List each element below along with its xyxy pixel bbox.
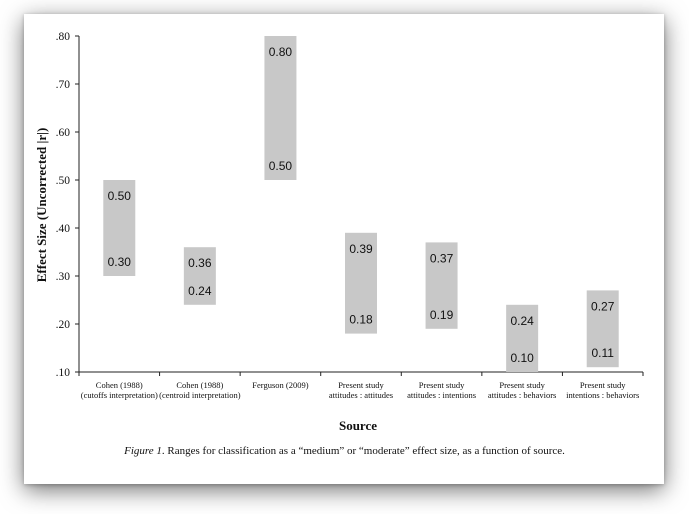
x-category-label: Present study attitudes : intentions (407, 380, 477, 400)
range-high-label: 0.39 (349, 241, 373, 256)
caption-figure-label: Figure 1 (124, 445, 162, 457)
x-category-label: Present study attitudes : behaviors (487, 380, 557, 400)
y-tick-label: .70 (55, 79, 70, 91)
x-category-label: Present study attitudes : attitudes (328, 380, 394, 400)
x-category-label: Cohen (1988) (centroid interpretation) (159, 380, 241, 400)
range-low-label: 0.19 (429, 307, 454, 322)
range-high-label: 0.36 (188, 256, 212, 271)
y-tick-label: .60 (55, 127, 70, 139)
x-category-label: Present study intentions : behaviors (566, 380, 640, 400)
range-low-label: 0.10 (510, 351, 534, 365)
range-high-label: 0.24 (510, 313, 534, 328)
range-high-label: 0.37 (429, 251, 454, 266)
y-tick-label: .20 (55, 319, 70, 331)
range-low-label: 0.24 (188, 283, 212, 298)
range-high-label: 0.80 (268, 45, 293, 59)
y-axis-title: Effect Size (Uncorrected |r|) (34, 127, 49, 283)
x-category-label: Cohen (1988) (cutoffs interpretation) (80, 380, 158, 400)
range-high-label: 0.50 (107, 189, 131, 203)
y-tick-label: .80 (55, 31, 70, 43)
figure-caption (0, 445, 689, 457)
y-tick-label: .30 (55, 271, 70, 283)
x-category-label: Ferguson (2009) (252, 380, 309, 390)
range-low-label: 0.18 (349, 312, 373, 327)
x-axis-title: Source (338, 418, 378, 433)
range-low-label: 0.30 (107, 255, 131, 269)
range-low-label: 0.50 (268, 159, 293, 173)
y-tick-label: .40 (55, 223, 70, 235)
range-low-label: 0.11 (591, 346, 614, 361)
caption-text: . Ranges for classification as a “medium” or “moderate” effect size, as a function of source. (161, 445, 565, 457)
range-high-label: 0.27 (591, 299, 615, 314)
y-tick-label: .50 (55, 175, 70, 187)
y-tick-label: .10 (55, 367, 70, 379)
